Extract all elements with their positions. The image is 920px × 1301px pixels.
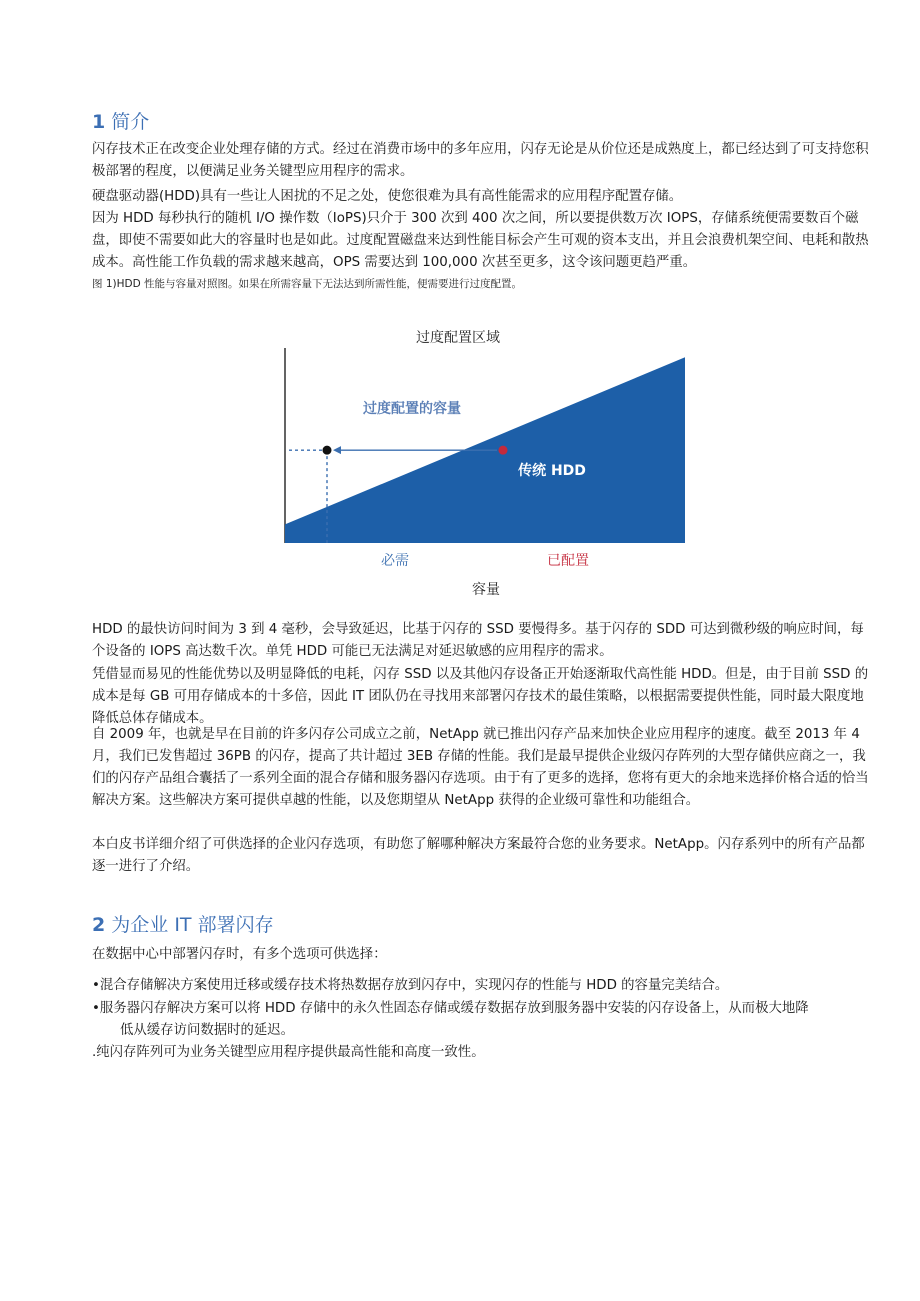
provisioned-point	[499, 446, 508, 455]
overprovision-label: 过度配置的容量	[363, 401, 461, 417]
section-1-heading: 1 简介	[92, 111, 150, 133]
paragraph-ssd-cost: 凭借显而易见的性能优势以及明显降低的电耗，闪存 SSD 以及其他闪存设备正开始逐渐取代高性能 HDD。但是，由于目前 SSD 的成本是每 GB 可用存储成本的十多倍，因此 IT 团队仍在寻找用来部署闪存技术的最佳策略，以根据需要提供性能，同时最大限度地降低总体存储成本。	[92, 667, 869, 726]
required-point	[323, 446, 332, 455]
provisioned-label: 已配置	[547, 553, 589, 569]
required-label: 必需	[381, 553, 409, 569]
paragraph-whitepaper: 本白皮书详细介绍了可供选择的企业闪存选项，有助您了解哪种解决方案最符合您的业务要求。NetApp。闪存系列中的所有产品都逐一进行了介绍。	[92, 837, 865, 874]
chart-title: 过度配置区域	[416, 330, 500, 346]
section-2-heading: 2 为企业 IT 部署闪存	[92, 914, 274, 936]
bullet-server-flash: •服务器闪存解决方案可以将 HDD 存储中的永久性固态存储或缓存数据存放到服务器中安装的闪存设备上，从而极大地降 低从缓存访问数据时的延迟。	[92, 1001, 809, 1038]
hdd-performance-capacity-figure	[280, 318, 700, 608]
paragraph-iops: 因为 HDD 每秒执行的随机 I/O 操作数（IoPS)只介于 300 次到 400 次之间，所以要提供数万次 IOPS，存储系统便需要数百个磁盘，即使不需要如此大的容量时也是如此。过度配置磁盘来达到性能目标会产生可观的资本支出，并且会浪费机架空间、电耗和散热成本。高性能工作负载的需求越来越高，OPS 需要达到 100,000 次甚至更多，这令该问题更趋严重。	[92, 211, 869, 270]
bullet-hybrid-storage: •混合存储解决方案使用迁移或缓存技术将热数据存放到闪存中，实现闪存的性能与 HDD 的容量完美结合。	[92, 978, 729, 993]
paragraph-intro: 闪存技术正在改变企业处理存储的方式。经过在消费市场中的多年应用，闪存无论是从价位还是成熟度上，都已经达到了可支持您积极部署的程度，以便满足业务关键型应用程序的需求。	[92, 142, 869, 179]
figure-caption: 图 1)HDD 性能与容量对照图。如果在所需容量下无法达到所需性能，便需要进行过度配置。	[92, 278, 523, 290]
chart-svg	[280, 318, 700, 608]
paragraph-access-time: HDD 的最快访问时间为 3 到 4 毫秒，会导致延迟，比基于闪存的 SSD 要慢得多。基于闪存的 SDD 可达到微秒级的响应时间，每个设备的 IOPS 高达数千次。单凭 HDD 可能已无法满足对延迟敏感的应用程序的需求。	[92, 622, 864, 659]
section-2-intro: 在数据中心中部署闪存时，有多个选项可供选择：	[92, 947, 387, 962]
bullet-all-flash: .纯闪存阵列可为业务关键型应用程序提供最高性能和高度一致性。	[92, 1045, 485, 1060]
paragraph-netapp-history: 自 2009 年，也就是早在目前的许多闪存公司成立之前，NetApp 就已推出闪存产品来加快企业应用程序的速度。截至 2013 年 4 月，我们已发售超过 36PB 的闪存，提高了共计超过 3EB 存储的性能。我们是最早提供企业级闪存阵列的大型存储供应商之一，我们的闪存产品组合囊括了一系列全面的混合存储和服务器闪存选项。由于有了更多的选择，您将有更大的余地来选择价格合适的恰当解决方案。这些解决方案可提供卓越的性能，以及您期望从 NetApp 获得的企业级可靠性和功能组合。	[92, 727, 869, 808]
overprovision-arrow-head	[333, 446, 341, 454]
x-axis-label: 容量	[472, 582, 500, 598]
area-label: 传统 HDD	[518, 463, 586, 479]
paragraph-hdd-shortcomings: 硬盘驱动器(HDD)具有一些让人困扰的不足之处，使您很难为具有高性能需求的应用程序配置存储。	[92, 189, 683, 204]
